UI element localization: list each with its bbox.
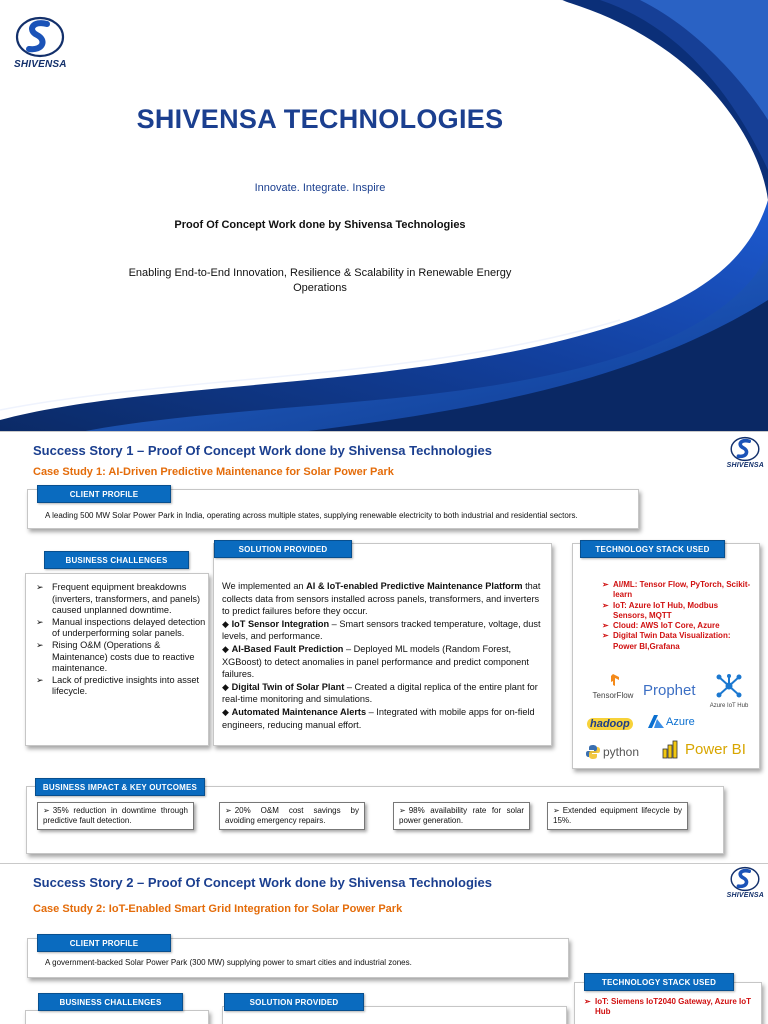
enabling-statement: Enabling End-to-End Innovation, Resilience & Scalability in Renewable Energy Operations: [128, 267, 512, 294]
arrow-bullet-icon: ➢: [43, 806, 50, 815]
list-item: ➢ Frequent equipment breakdowns (inverters, transformers, and panels) caused unplanned downtime.: [36, 582, 201, 616]
azure-icon: [648, 715, 664, 728]
business-challenges-box: [25, 1010, 209, 1024]
diamond-bullet-icon: ◆: [222, 681, 232, 692]
logo-wordmark: SHIVENSA: [726, 892, 764, 899]
arrow-bullet-icon: ➢: [36, 582, 44, 592]
technology-stack-tag: TECHNOLOGY STACK USED: [580, 540, 725, 558]
success-story-2-slide: [0, 864, 768, 1024]
list-item: ➢ IoT: Siemens IoT2040 Gateway, Azure IoT Hub: [584, 997, 752, 1017]
arrow-bullet-icon: ➢: [602, 621, 609, 631]
impact-item: ➢ 35% reduction in downtime through predictive fault detection.: [37, 802, 194, 830]
title-slide: [0, 0, 768, 432]
success-story-1-slide: [0, 432, 768, 864]
list-item: ➢ Digital Twin Data Visualization: Power BI,Grafana: [602, 631, 731, 651]
poc-subtitle: Proof Of Concept Work done by Shivensa Technologies: [174, 219, 466, 231]
slide-title: Success Story 1 – Proof Of Concept Work done by Shivensa Technologies: [33, 443, 492, 458]
list-item: ➢ Rising O&M (Operations & Maintenance) costs due to reactive maintenance.: [36, 639, 195, 674]
diamond-bullet-icon: ◆: [222, 618, 232, 629]
azure-logo: Azure: [648, 715, 695, 728]
diamond-bullet-icon: ◆: [222, 643, 232, 654]
list-item: ➢ Lack of predictive insights into asset lifecycle.: [36, 674, 200, 697]
business-challenges-tag: BUSINESS CHALLENGES: [38, 993, 183, 1011]
client-profile-tag: CLIENT PROFILE: [37, 934, 171, 952]
arrow-bullet-icon: ➢: [36, 616, 44, 627]
logo-wordmark: SHIVENSA: [726, 462, 764, 469]
shivensa-logo-icon: [730, 436, 760, 462]
arrow-bullet-icon: ➢: [553, 806, 560, 815]
logo-wordmark: SHIVENSA: [14, 59, 67, 70]
list-item: ➢ AI/ML: Tensor Flow, PyTorch, Scikit-learn: [602, 580, 751, 600]
azure-iot-hub-logo: Azure IoT Hub: [706, 674, 752, 709]
company-logo-small: [727, 866, 764, 899]
client-profile-text: A government-backed Solar Power Park (300 MW) supplying power to smart cities and industrial zones.: [45, 958, 412, 967]
solution-point: ◆ AI-Based Fault Prediction – Deployed ML models (Random Forest, XGBoost) to detect anomalies in panel performance and predict component failures.: [222, 643, 529, 680]
list-item: ➢ IoT: Azure IoT Hub, Modbus Sensors, MQTT: [602, 600, 719, 620]
arrow-bullet-icon: ➢: [36, 674, 44, 685]
case-study-title: Case Study 2: IoT-Enabled Smart Grid Integration for Solar Power Park: [33, 903, 403, 915]
arrow-bullet-icon: ➢: [602, 631, 609, 641]
arrow-bullet-icon: ➢: [36, 639, 44, 650]
shivensa-logo-icon: [730, 866, 760, 892]
solution-point: ◆ IoT Sensor Integration – Smart sensors tracked temperature, voltage, dust levels, and performance.: [222, 618, 541, 642]
diamond-bullet-icon: ◆: [222, 706, 232, 717]
solution-intro: We implemented an AI & IoT-enabled Predictive Maintenance Platform that collects data from sensors installed across panels, transformers, and inverters to predict failures before they occur.: [222, 581, 541, 617]
impact-item: ➢ 98% availability rate for solar power generation.: [393, 802, 530, 830]
powerbi-icon: [661, 739, 681, 759]
solution-point: ◆ Automated Maintenance Alerts – Integrated with mobile apps for on-field engineers, reducing manual effort.: [222, 706, 535, 730]
case-study-title: Case Study 1: AI-Driven Predictive Maintenance for Solar Power Park: [33, 466, 394, 478]
python-icon: [586, 745, 600, 759]
company-logo-small: [727, 436, 764, 469]
arrow-bullet-icon: ➢: [399, 806, 406, 815]
technology-stack-box: [572, 543, 760, 769]
list-item: ➢ Manual inspections delayed detection of underperforming solar panels.: [36, 616, 206, 639]
technology-stack-list: [602, 580, 752, 652]
technology-stack-tag: TECHNOLOGY STACK USED: [584, 973, 734, 991]
shivensa-logo-icon: [15, 16, 65, 58]
azure-iot-hub-icon: [715, 674, 743, 698]
arrow-bullet-icon: ➢: [225, 806, 232, 815]
solution-text: [222, 580, 544, 731]
company-title: SHIVENSA TECHNOLOGIES: [136, 104, 504, 134]
impact-item: ➢ 20% O&M cost savings by avoiding emergency repairs.: [219, 802, 365, 830]
solution-point: ◆ Digital Twin of Solar Plant – Created a digital replica of the entire plant for real-time monitoring and simulations.: [222, 681, 538, 705]
python-logo: python: [586, 745, 639, 759]
prophet-logo: Prophet: [643, 682, 696, 699]
impact-item: ➢ Extended equipment lifecycle by 15%.: [547, 802, 688, 830]
business-challenges-list: [34, 582, 206, 698]
arrow-bullet-icon: ➢: [602, 600, 609, 610]
tensorflow-icon: [606, 673, 620, 687]
solution-provided-tag: SOLUTION PROVIDED: [214, 540, 352, 558]
hadoop-logo: hadoop: [587, 718, 633, 730]
list-item: ➢ Cloud: AWS IoT Core, Azure: [602, 621, 720, 631]
arrow-bullet-icon: ➢: [602, 580, 609, 589]
client-profile-text: A leading 500 MW Solar Power Park in India, operating across multiple states, supplying renewable electricity to both industrial and residential sectors.: [45, 511, 578, 520]
tensorflow-logo: TensorFlow: [588, 673, 638, 700]
slide-title: Success Story 2 – Proof Of Concept Work done by Shivensa Technologies: [33, 875, 492, 890]
powerbi-logo: Power BI: [661, 739, 746, 759]
solution-provided-tag: SOLUTION PROVIDED: [224, 993, 364, 1011]
company-logo: [14, 16, 67, 70]
technology-stack-list: [584, 997, 754, 1018]
wave-background: [0, 0, 768, 432]
arrow-bullet-icon: ➢: [584, 997, 591, 1006]
business-challenges-tag: BUSINESS CHALLENGES: [44, 551, 189, 569]
client-profile-tag: CLIENT PROFILE: [37, 485, 171, 503]
tagline: Innovate. Integrate. Inspire: [254, 182, 386, 194]
business-impact-tag: BUSINESS IMPACT & KEY OUTCOMES: [35, 778, 205, 796]
